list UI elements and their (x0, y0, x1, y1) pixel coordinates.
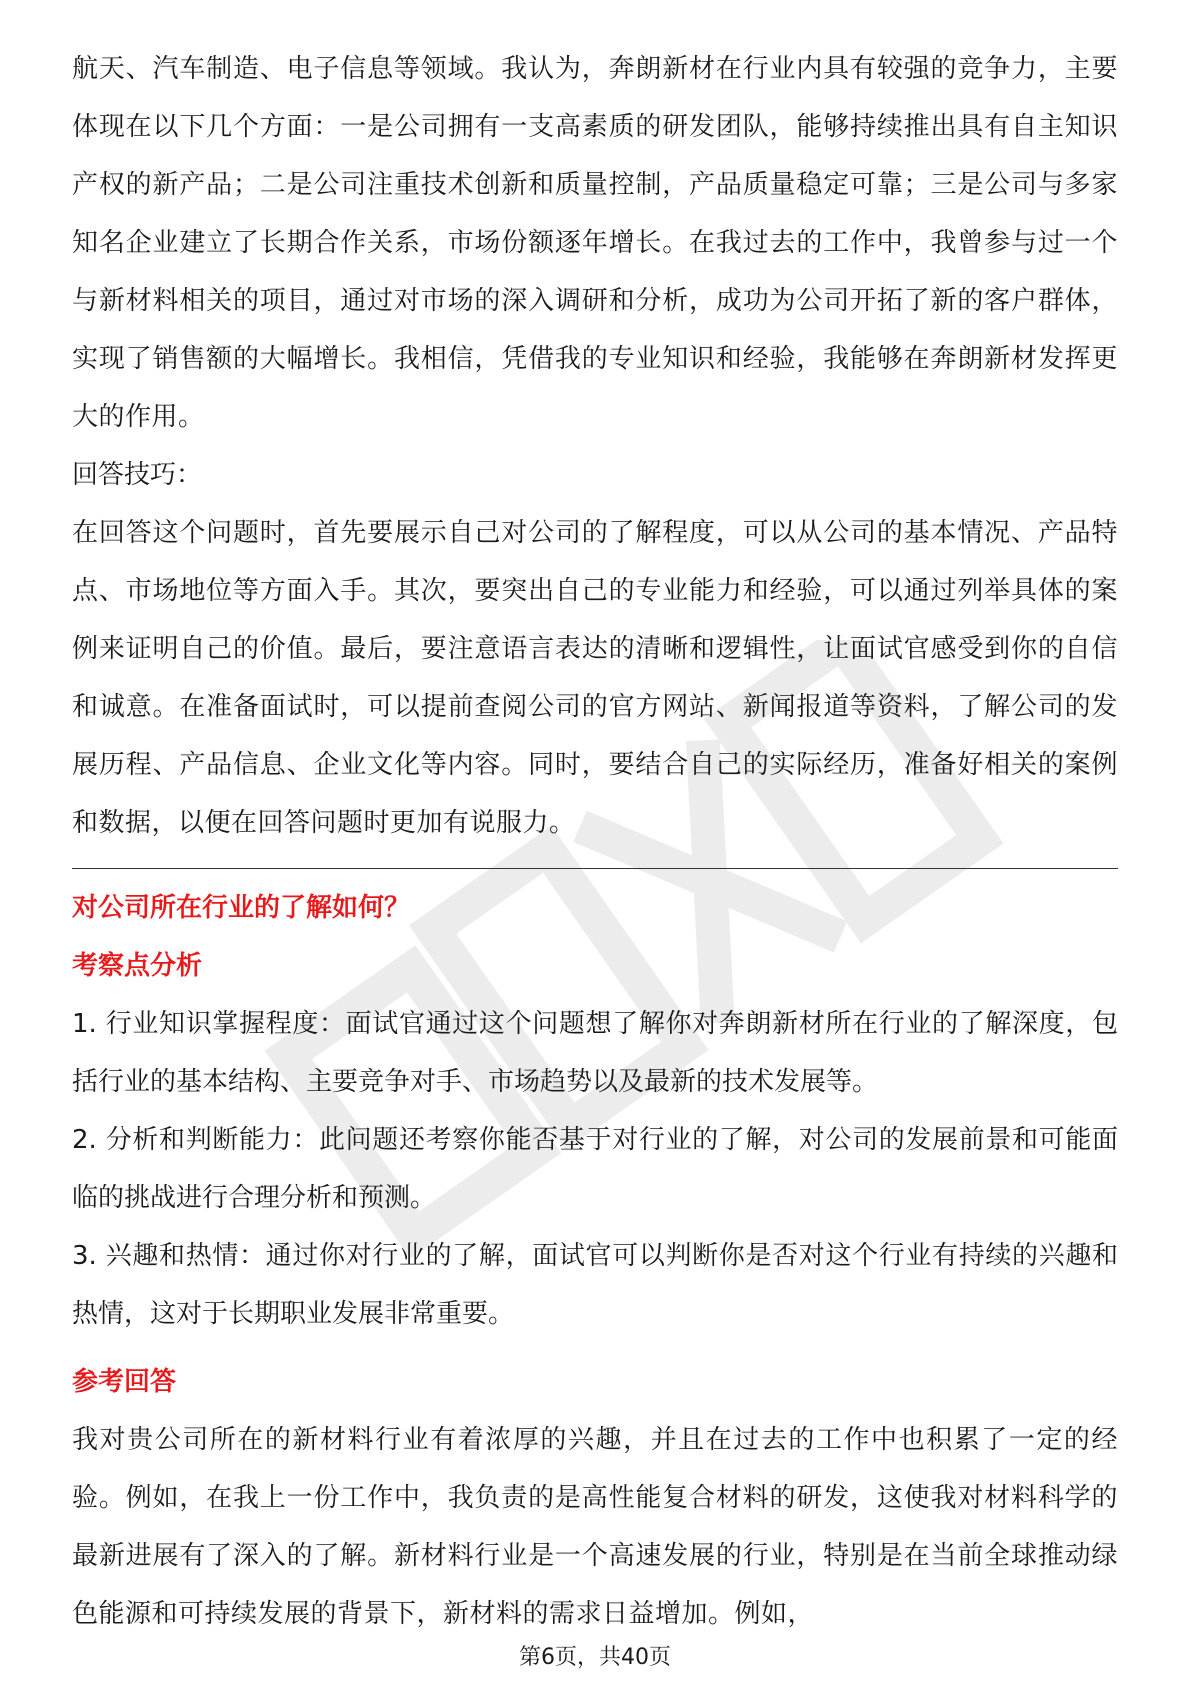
tips-label: 回答技巧： (72, 460, 203, 490)
answer-paragraph: 航天、汽车制造、电子信息等领域。我认为，奔朗新材在行业内具有较强的竞争力，主要体现在以下几个方面：一是公司拥有一支高素质的研发团队，能够持续推出具有自主知识产权的新产品；二是公司注重技术创新和质量控制，产品质量稳定可靠；三是公司与多家知名企业建立了长期合作关系，市场份额逐年增长。在我过去的工作中，我曾参与过一个与新材料相关的项目，通过对市场的深入调研和分析，成功为公司开拓了新的客户群体，实现了销售额的大幅增长。我相信，凭借我的专业知识和经验，我能够在奔朗新材发挥更大的作用。 (72, 54, 1118, 432)
analysis-item-3: 3. 兴趣和热情：通过你对行业的了解，面试官可以判断你是否对这个行业有持续的兴趣和热情，这对于长期职业发展非常重要。 (72, 1241, 1118, 1329)
tips-paragraph: 在回答这个问题时，首先要展示自己对公司的了解程度，可以从公司的基本情况、产品特点、市场地位等方面入手。其次，要突出自己的专业能力和经验，可以通过列举具体的案例来证明自己的价值。最后，要注意语言表达的清晰和逻辑性，让面试官感受到你的自信和诚意。在准备面试时，可以提前查阅公司的官方网站、新闻报道等资料，了解公司的发展历程、产品信息、企业文化等内容。同时，要结合自己的实际经历，准备好相关的案例和数据，以便在回答问题时更加有说服力。 (72, 518, 1118, 838)
question-heading: 对公司所在行业的了解如何？ (72, 893, 411, 923)
analysis-item-1: 1. 行业知识掌握程度：面试官通过这个问题想了解你对奔朗新材所在行业的了解深度，包括行业的基本结构、主要竞争对手、市场趋势以及最新的技术发展等。 (72, 1009, 1118, 1097)
page-footer: 第6页，共40页 (519, 1645, 671, 1670)
reference-heading: 参考回答 (72, 1367, 177, 1397)
analysis-item-2: 2. 分析和判断能力：此问题还考察你能否基于对行业的了解，对公司的发展前景和可能面临的挑战进行合理分析和预测。 (72, 1125, 1118, 1213)
reference-paragraph: 我对贵公司所在的新材料行业有着浓厚的兴趣，并且在过去的工作中也积累了一定的经验。例如，在我上一份工作中，我负责的是高性能复合材料的研发，这使我对材料科学的最新进展有了深入的了解。新材料行业是一个高速发展的行业，特别是在当前全球推动绿色能源和可持续发展的背景下，新材料的需求日益增加。例如， (72, 1425, 1118, 1629)
analysis-heading: 考察点分析 (72, 951, 203, 981)
document-page (72, 40, 1118, 1643)
section-divider (72, 868, 1118, 869)
